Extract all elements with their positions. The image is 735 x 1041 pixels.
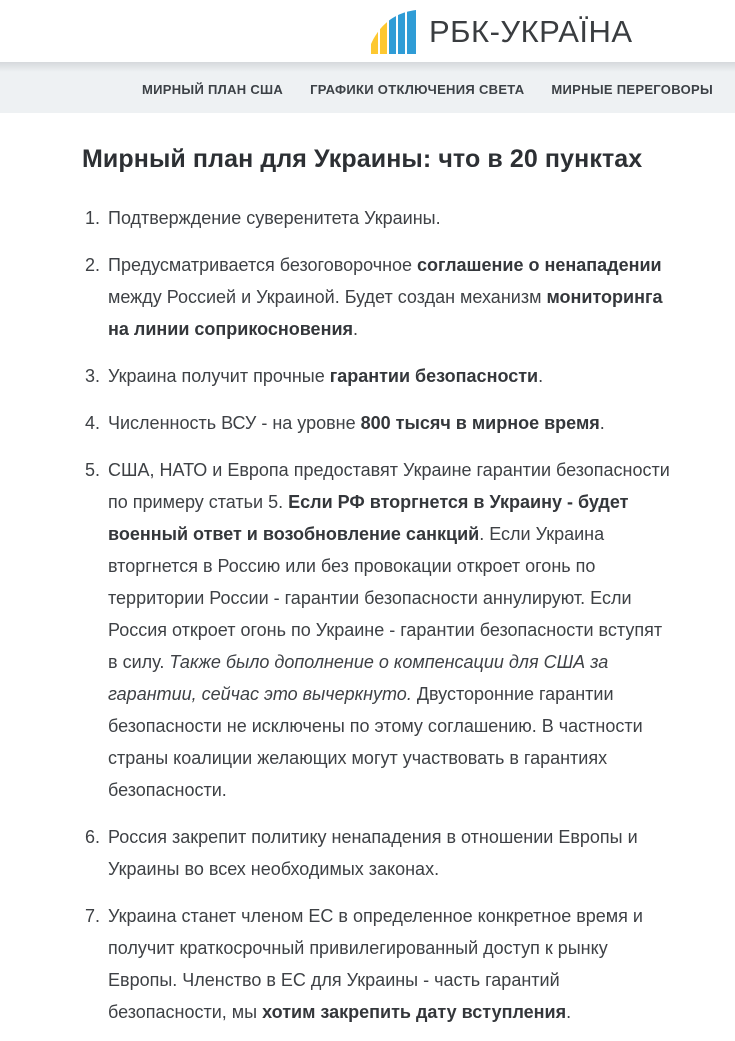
list-item — [85, 454, 671, 806]
list-item-text: Численность ВСУ - на уровне 800 тысяч в мирное время. — [108, 413, 605, 433]
list-item-text: Россия закрепит политику ненападения в отношении Европы и Украины во всех необходимых законах. — [108, 827, 638, 879]
list-item-number: 1. — [85, 208, 101, 228]
points-list — [85, 202, 671, 1028]
list-item-number: 7. — [85, 906, 101, 926]
nav-item-peace-plan-usa[interactable]: МИРНЫЙ ПЛАН США — [142, 82, 284, 97]
list-item-text: Украина станет членом ЕС в определенное конкретное время и получит краткосрочный привилегированный доступ к рынку Европы. Членство в ЕС для Украины - часть гарантий безопасности, мы хотим закрепить дату вступления. — [108, 906, 643, 1022]
nav-item-blackout-schedules[interactable]: ГРАФИКИ ОТКЛЮЧЕНИЯ СВЕТА — [310, 82, 525, 97]
list-item — [85, 900, 671, 1028]
list-item-text: Подтверждение суверенитета Украины. — [108, 208, 441, 228]
list-item-text: Предусматривается безоговорочное соглашение о ненападении между Россией и Украиной. Будет создан механизм мониторинга на линии соприкосновения. — [108, 255, 663, 339]
list-item — [85, 202, 671, 234]
list-item-number: 3. — [85, 366, 101, 386]
top-nav — [0, 62, 735, 113]
list-item-text: США, НАТО и Европа предоставят Украине гарантии безопасности по примеру статьи 5. Если РФ вторгнется в Украину - будет военный ответ и возобновление санкций. Если Украина вторгнется в Россию или без провокации откроет огонь по территории России - гарантии безопасности аннулируют. Если Россия откроет огонь по Украине - гарантии безопасности вступят в силу. Также было дополнение о компенсации для США за гарантии, сейчас это вычеркнуто. Двусторонние гарантии безопасности не исключены по этому соглашению. В частности страны коалиции желающих могут участвовать в гарантиях безопасности. — [108, 460, 670, 800]
list-item-number: 4. — [85, 413, 101, 433]
article — [0, 113, 735, 1028]
list-item — [85, 821, 671, 885]
nav-item-peace-talks[interactable]: МИРНЫЕ ПЕРЕГОВОРЫ — [551, 82, 713, 97]
list-item — [85, 407, 671, 439]
rbc-logo[interactable] — [371, 10, 633, 54]
article-title: Мирный план для Украины: что в 20 пунктах — [82, 145, 643, 173]
logo-text: РБК-УКРАЇНА — [429, 14, 633, 49]
list-item-number: 6. — [85, 827, 101, 847]
list-item-number: 5. — [85, 460, 101, 480]
list-item-number: 2. — [85, 255, 101, 275]
list-item — [85, 249, 671, 345]
list-item-text: Украина получит прочные гарантии безопасности. — [108, 366, 544, 386]
list-item — [85, 360, 671, 392]
rbc-logo-icon — [371, 10, 416, 54]
site-header — [0, 0, 735, 62]
